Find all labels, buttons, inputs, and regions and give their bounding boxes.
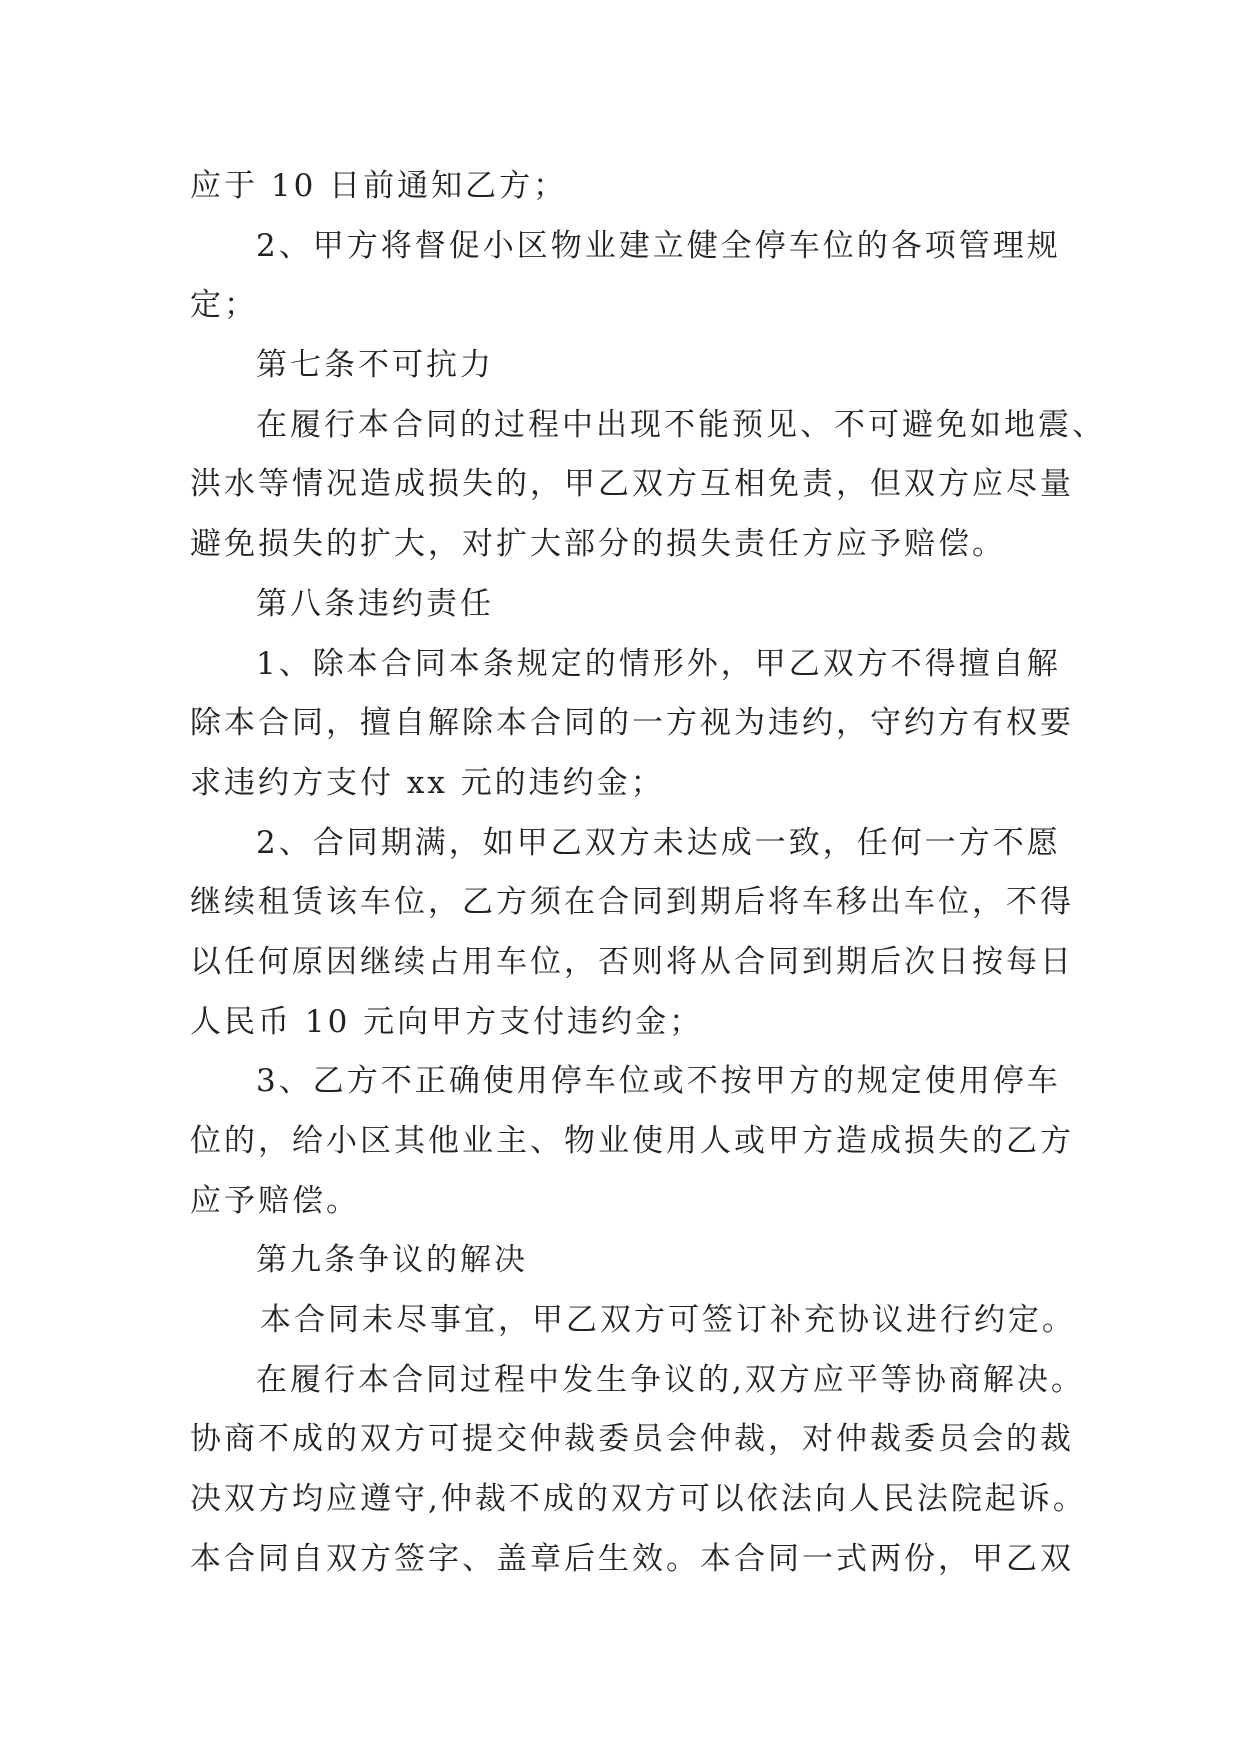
text-line: 本合同自双方签字、盖章后生效。本合同一式两份，甲乙双 — [190, 1540, 1074, 1577]
text-line: 在履行本合同过程中发生争议的,双方应平等协商解决。 — [256, 1361, 1085, 1398]
text-line: 1、除本合同本条规定的情形外，甲乙双方不得擅自解 — [256, 645, 1061, 682]
text-line: 3、乙方不正确使用停车位或不按甲方的规定使用停车 — [256, 1063, 1061, 1100]
text-line: 继续租赁该车位，乙方须在合同到期后将车移出车位，不得 — [190, 884, 1074, 921]
text-line: 定； — [190, 287, 258, 324]
text-line: 以任何原因继续占用车位，否则将从合同到期后次日按每日 — [190, 943, 1074, 980]
text-line: 人民币 10 元向甲方支付违约金； — [190, 1003, 704, 1040]
document-body — [190, 157, 1106, 1590]
text-line: 位的，给小区其他业主、物业使用人或甲方造成损失的乙方 — [190, 1123, 1074, 1159]
section-heading: 第九条争议的解决 — [256, 1242, 528, 1279]
section-heading: 第七条不可抗力 — [256, 347, 494, 384]
text-line: 求违约方支付 xx 元的违约金； — [190, 764, 665, 801]
text-line: 应于 10 日前通知乙方； — [190, 168, 568, 204]
text-line: 除本合同，擅自解除本合同的一方视为违约，守约方有权要 — [190, 705, 1074, 742]
section-heading: 第八条违约责任 — [256, 585, 494, 622]
text-line: 避免损失的扩大，对扩大部分的损失责任方应予赔偿。 — [190, 526, 1006, 563]
text-line: 洪水等情况造成损失的，甲乙双方互相免责，但双方应尽量 — [190, 466, 1074, 503]
text-line: 本合同未尽事宜，甲乙双方可签订补充协议进行约定。 — [260, 1302, 1076, 1339]
text-line: 应予赔偿。 — [190, 1182, 360, 1219]
text-line: 2、甲方将督促小区物业建立健全停车位的各项管理规 — [256, 227, 1061, 264]
text-line: 在履行本合同的过程中出现不能预见、不可避免如地震、 — [256, 406, 1106, 443]
text-line: 决双方均应遵守,仲裁不成的双方可以依法向人民法院起诉。 — [190, 1481, 1087, 1518]
text-line: 2、合同期满，如甲乙双方未达成一致，任何一方不愿 — [256, 824, 1061, 861]
text-line: 协商不成的双方可提交仲裁委员会仲裁，对仲裁委员会的裁 — [190, 1421, 1074, 1458]
